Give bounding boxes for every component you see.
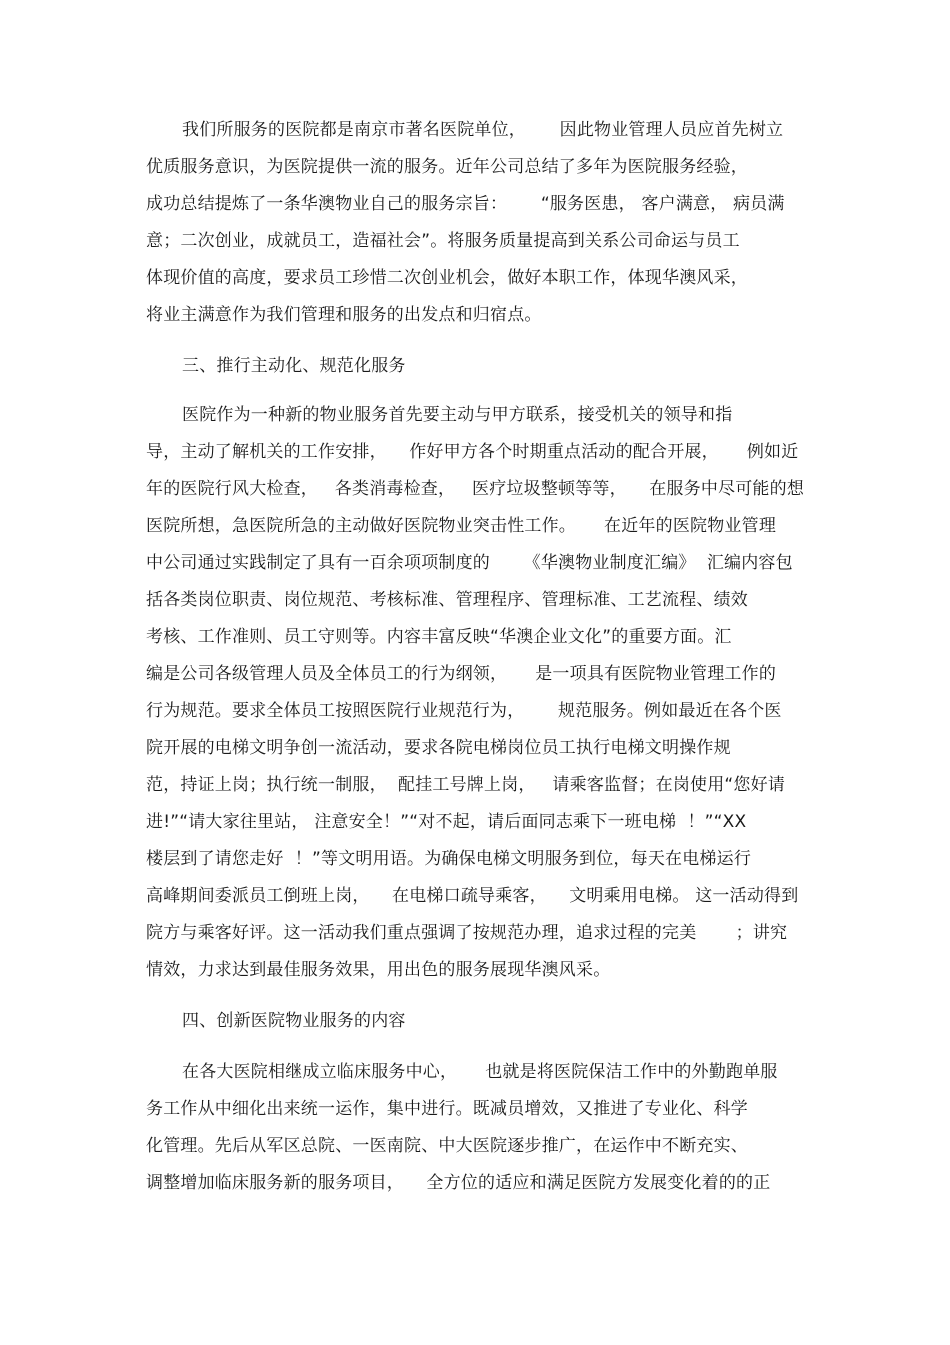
paragraph-1-line-1: 我们所服务的医院都是南京市著名医院单位， 因此物业管理人员应首先树立 <box>182 120 784 140</box>
paragraph-2-line-2: 导，主动了解机关的工作安排， 作好甲方各个时期重点活动的配合开展， 例如近 <box>146 442 799 462</box>
paragraph-2-line-10: 院开展的电梯文明争创一流活动，要求各院电梯岗位员工执行电梯文明操作规 <box>146 738 731 758</box>
paragraph-2-line-16: 情效，力求达到最佳服务效果，用出色的服务展现华澳风采。 <box>146 960 611 980</box>
paragraph-2-line-1: 医院作为一种新的物业服务首先要主动与甲方联系，接受机关的领导和指 <box>182 405 733 425</box>
paragraph-2-line-7: 考核、工作准则、员工守则等。内容丰富反映“华澳企业文化”的重要方面。汇 <box>146 627 732 647</box>
paragraph-2-line-13: 楼层到了请您走好 ！”等文明用语。为确保电梯文明服务到位，每天在电梯运行 <box>146 849 752 869</box>
paragraph-2-line-9: 行为规范。要求全体员工按照医院行业规范行为， 规范服务。例如最近在各个医 <box>146 701 782 721</box>
paragraph-2-line-6: 括各类岗位职责、岗位规范、考核标准、管理程序、管理标准、工艺流程、绩效 <box>146 590 748 610</box>
section-heading-3: 三、推行主动化、规范化服务 <box>182 356 406 376</box>
paragraph-2-line-15: 院方与乘客好评。这一活动我们重点强调了按规范办理，追求过程的完美 ；讲究 <box>146 923 788 943</box>
paragraph-2-line-3: 年的医院行风大检查， 各类消毒检查， 医疗垃圾整顿等等， 在服务中尽可能的想 <box>146 479 805 499</box>
paragraph-2-line-11: 范，持证上岗；执行统一制服， 配挂工号牌上岗， 请乘客监督；在岗使用“您好请 <box>146 775 786 795</box>
paragraph-3-line-3: 化管理。先后从军区总院、一医南院、中大医院逐步推广，在运作中不断充实、 <box>146 1136 748 1156</box>
paragraph-1-line-2: 优质服务意识，为医院提供一流的服务。近年公司总结了多年为医院服务经验， <box>146 157 748 177</box>
paragraph-3-line-2: 务工作从中细化出来统一运作，集中进行。既减员增效，又推进了专业化、科学 <box>146 1099 748 1119</box>
paragraph-3-line-1: 在各大医院相继成立临床服务中心， 也就是将医院保洁工作中的外勤跑单服 <box>182 1062 778 1082</box>
paragraph-2-line-14: 高峰期间委派员工倒班上岗， 在电梯口疏导乘客， 文明乘用电梯。 这一活动得到 <box>146 886 799 906</box>
paragraph-2-line-8: 编是公司各级管理人员及全体员工的行为纲领， 是一项具有医院物业管理工作的 <box>146 664 777 684</box>
paragraph-2-line-12: 进!”“请大家往里站， 注意安全！”“对不起，请后面同志乘下一班电梯 ！”“XX <box>146 812 747 832</box>
paragraph-1-line-4: 意；二次创业，成就员工，造福社会”。将服务质量提高到关系公司命运与员工 <box>146 231 740 251</box>
paragraph-1-line-6: 将业主满意作为我们管理和服务的出发点和归宿点。 <box>146 305 542 325</box>
section-heading-4: 四、创新医院物业服务的内容 <box>182 1011 406 1031</box>
paragraph-2-line-4: 医院所想，急医院所急的主动做好医院物业突击性工作。 在近年的医院物业管理 <box>146 516 777 536</box>
paragraph-1-line-3: 成功总结提炼了一条华澳物业自己的服务宗旨： “服务医患， 客户满意， 病员满 <box>146 194 785 214</box>
paragraph-2-line-5: 中公司通过实践制定了具有一百余项项制度的 《华澳物业制度汇编》 汇编内容包 <box>146 553 793 573</box>
paragraph-3-line-4: 调整增加临床服务新的服务项目， 全方位的适应和满足医院方发展变化着的的正 <box>146 1173 771 1193</box>
paragraph-1-line-5: 体现价值的高度，要求员工珍惜二次创业机会，做好本职工作，体现华澳风采， <box>146 268 748 288</box>
